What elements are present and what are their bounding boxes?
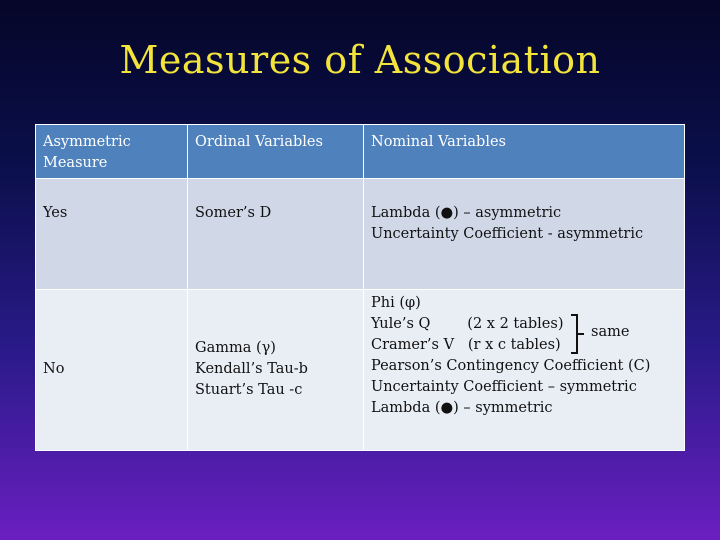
bracket-icon <box>571 314 578 354</box>
cell-ordinal-yes <box>188 179 364 290</box>
nominal-measure: Uncertainty Coefficient - asymmetric <box>371 226 644 242</box>
nominal-measure: Yule’s Q (2 x 2 tables) <box>371 316 564 332</box>
cell-ordinal-no <box>188 290 364 451</box>
slide-title: Measures of Association <box>119 38 601 82</box>
header-nominal-variables: Nominal Variables <box>364 125 685 179</box>
same-label: same <box>591 324 630 340</box>
nominal-measure: Phi (φ) <box>371 295 421 311</box>
cell-nominal-yes <box>364 179 685 290</box>
bracket-tick <box>578 333 584 335</box>
ordinal-measure: Stuart’s Tau -c <box>195 382 303 398</box>
association-table <box>35 124 685 451</box>
cell-asymmetric-no: No <box>36 290 188 451</box>
ordinal-measure: Kendall’s Tau-b <box>195 361 308 377</box>
table-header-row <box>36 125 685 179</box>
cell-asymmetric-yes: Yes <box>36 179 188 290</box>
header-asymmetric-measure: Asymmetric Measure <box>36 125 188 179</box>
nominal-measure: Lambda (●) – asymmetric <box>371 205 562 221</box>
table-row <box>36 290 685 451</box>
same-bracket <box>571 314 641 356</box>
ordinal-measure: Somer’s D <box>195 205 272 221</box>
nominal-measure: Pearson’s Contingency Coefficient (C) <box>371 358 651 374</box>
ordinal-measure: Gamma (γ) <box>195 340 276 356</box>
cell-nominal-no <box>364 290 685 451</box>
header-ordinal-variables: Ordinal Variables <box>188 125 364 179</box>
nominal-measure: Uncertainty Coefficient – symmetric <box>371 379 637 395</box>
nominal-measure: Lambda (●) – symmetric <box>371 400 553 416</box>
nominal-measure: Cramer’s V (r x c tables) <box>371 337 561 353</box>
table-row <box>36 179 685 290</box>
two-by-two-group <box>371 293 676 356</box>
